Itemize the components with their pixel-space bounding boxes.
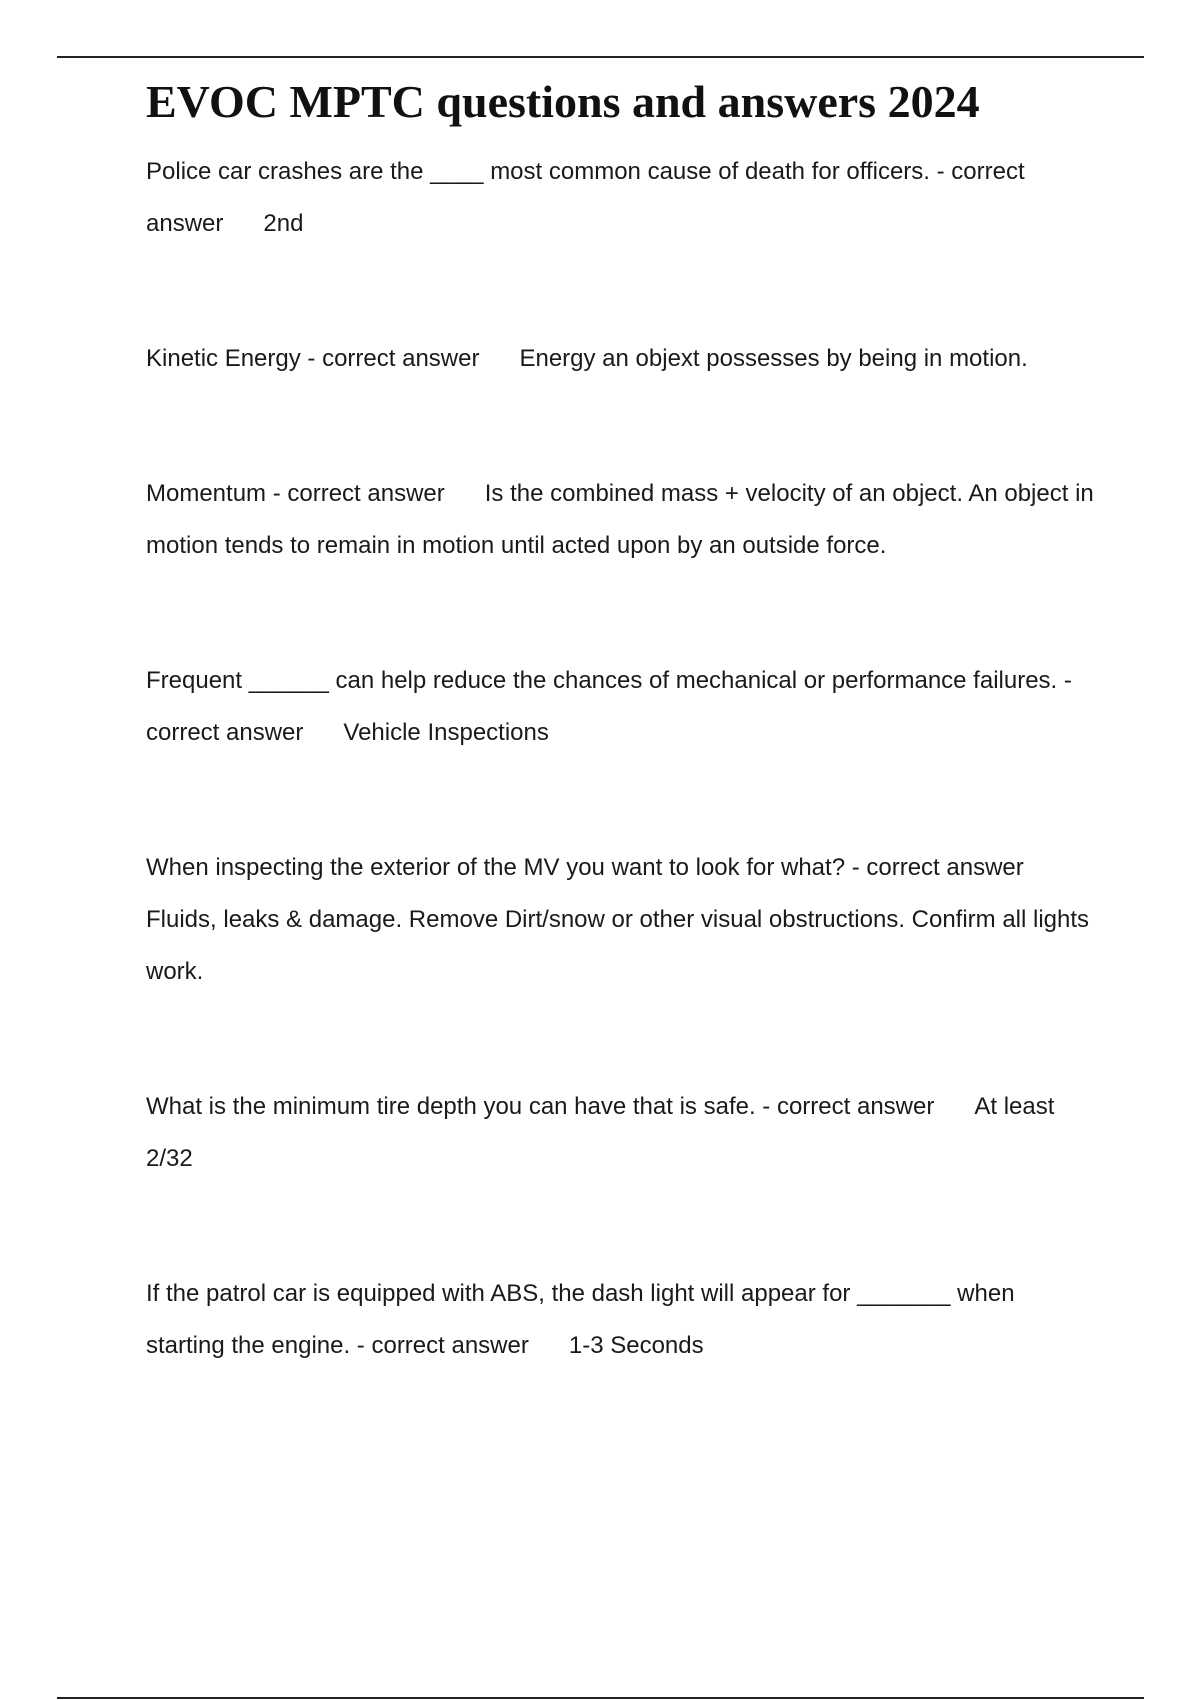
qa-item xyxy=(146,1268,1096,1372)
question-text: Police car crashes are the ____ most common cause of death for officers. - correct answer xyxy=(146,158,1025,237)
qa-item xyxy=(146,468,1096,572)
qa-item xyxy=(146,655,1096,759)
answer-text: At least 2/32 xyxy=(146,1093,1055,1172)
answer-text: Fluids, leaks & damage. Remove Dirt/snow or other visual obstructions. Confirm all lights work. xyxy=(146,906,1090,985)
question-text: If the patrol car is equipped with ABS, the dash light will appear for _______ when starting the engine. - correct answer xyxy=(146,1280,1015,1359)
top-divider xyxy=(57,56,1144,58)
document-body xyxy=(146,72,1096,1455)
qa-item xyxy=(146,842,1096,998)
question-text: Frequent ______ can help reduce the chances of mechanical or performance failures. - correct answer xyxy=(146,667,1072,746)
answer-text: Energy an objext possesses by being in motion. xyxy=(519,345,1028,372)
question-text: Momentum - correct answer xyxy=(146,480,445,507)
question-text: What is the minimum tire depth you can have that is safe. - correct answer xyxy=(146,1093,935,1120)
question-text: Kinetic Energy - correct answer xyxy=(146,345,480,372)
question-text: When inspecting the exterior of the MV you want to look for what? - correct answer xyxy=(146,854,1024,881)
qa-item xyxy=(146,146,1096,250)
answer-text: 1-3 Seconds xyxy=(568,1332,704,1359)
qa-item xyxy=(146,333,1096,385)
answer-text: Is the combined mass + velocity of an object. An object in motion tends to remain in motion until acted upon by an outside force. xyxy=(146,480,1094,559)
bottom-divider xyxy=(57,1697,1144,1699)
answer-text: 2nd xyxy=(263,210,304,237)
answer-text: Vehicle Inspections xyxy=(343,719,549,746)
document-title: EVOC MPTC questions and answers 2024 xyxy=(146,76,980,127)
qa-item xyxy=(146,1081,1096,1185)
